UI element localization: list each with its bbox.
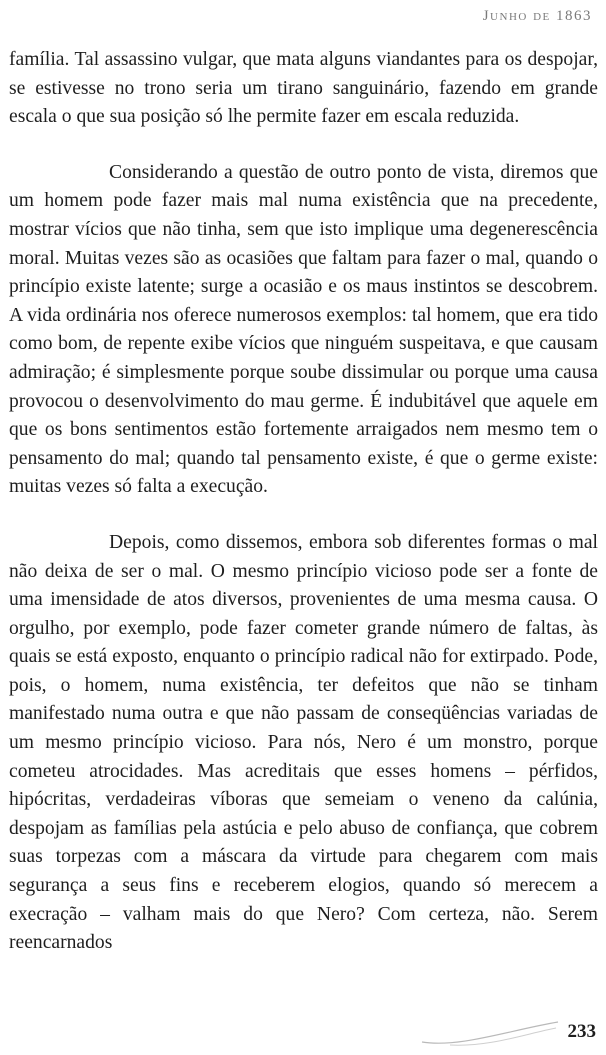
page-body	[9, 46, 598, 958]
footer-flourish-ornament	[420, 1018, 560, 1048]
paragraph: Depois, como dissemos, embora sob diferentes formas o mal não deixa de ser o mal. O mesmo princípio vicioso pode ser a fonte de uma imensidade de atos diversos, provenientes de uma mesma causa. O orgulho, por exemplo, pode fazer cometer grande número de faltas, às quais se está exposto, enquanto o princípio radical não for extirpado. Pode, pois, o homem, numa existência, ter defeitos que não se tinham manifestado numa outra e que não passam de conseqüências variadas de um mesmo princípio vicioso. Para nós, Nero é um monstro, porque cometeu atrocidades. Mas acreditais que esses homens – pérfidos, hipócritas, verdadeiras víboras que semeiam o veneno da calúnia, despojam as famílias pela astúcia e pelo abuso de confiança, que cobrem suas torpezas com a máscara da virtude para chegarem com mais segurança a seus fins e receberem elogios, quando só merecem a execração – valham mais do que Nero? Com certeza, não. Serem reencarnados	[9, 531, 598, 954]
running-header: Junho de 1863	[482, 8, 592, 24]
page-number: 233	[567, 1021, 596, 1042]
paragraph: Considerando a questão de outro ponto de vista, diremos que um homem pode fazer mais mal numa existência que na precedente, mostrar vícios que não tinha, sem que isto implique uma degenerescência moral. Muitas vezes são as ocasiões que faltam para fazer o mal, quando o princípio existe latente; surge a ocasião e os maus instintos se descobrem. A vida ordinária nos oferece numerosos exemplos: tal homem, que era tido como bom, de repente exibe vícios que ninguém suspeitava, e que causam admiração; é simplesmente porque soube dissimular ou porque uma causa provocou o desenvolvimento do mau germe. É indubitável que aquele em que os bons sentimentos estão fortemente arraigados nem mesmo tem o pensamento do mal; quando tal pensamento existe, é que o germe existe: muitas vezes só falta a execução.	[9, 161, 598, 498]
paragraph-continuation: família. Tal assassino vulgar, que mata alguns viandantes para os despojar, se estivesse no trono seria um tirano sanguinário, fazendo em grande escala o que sua posição só lhe permite fazer em escala reduzida.	[9, 49, 598, 128]
